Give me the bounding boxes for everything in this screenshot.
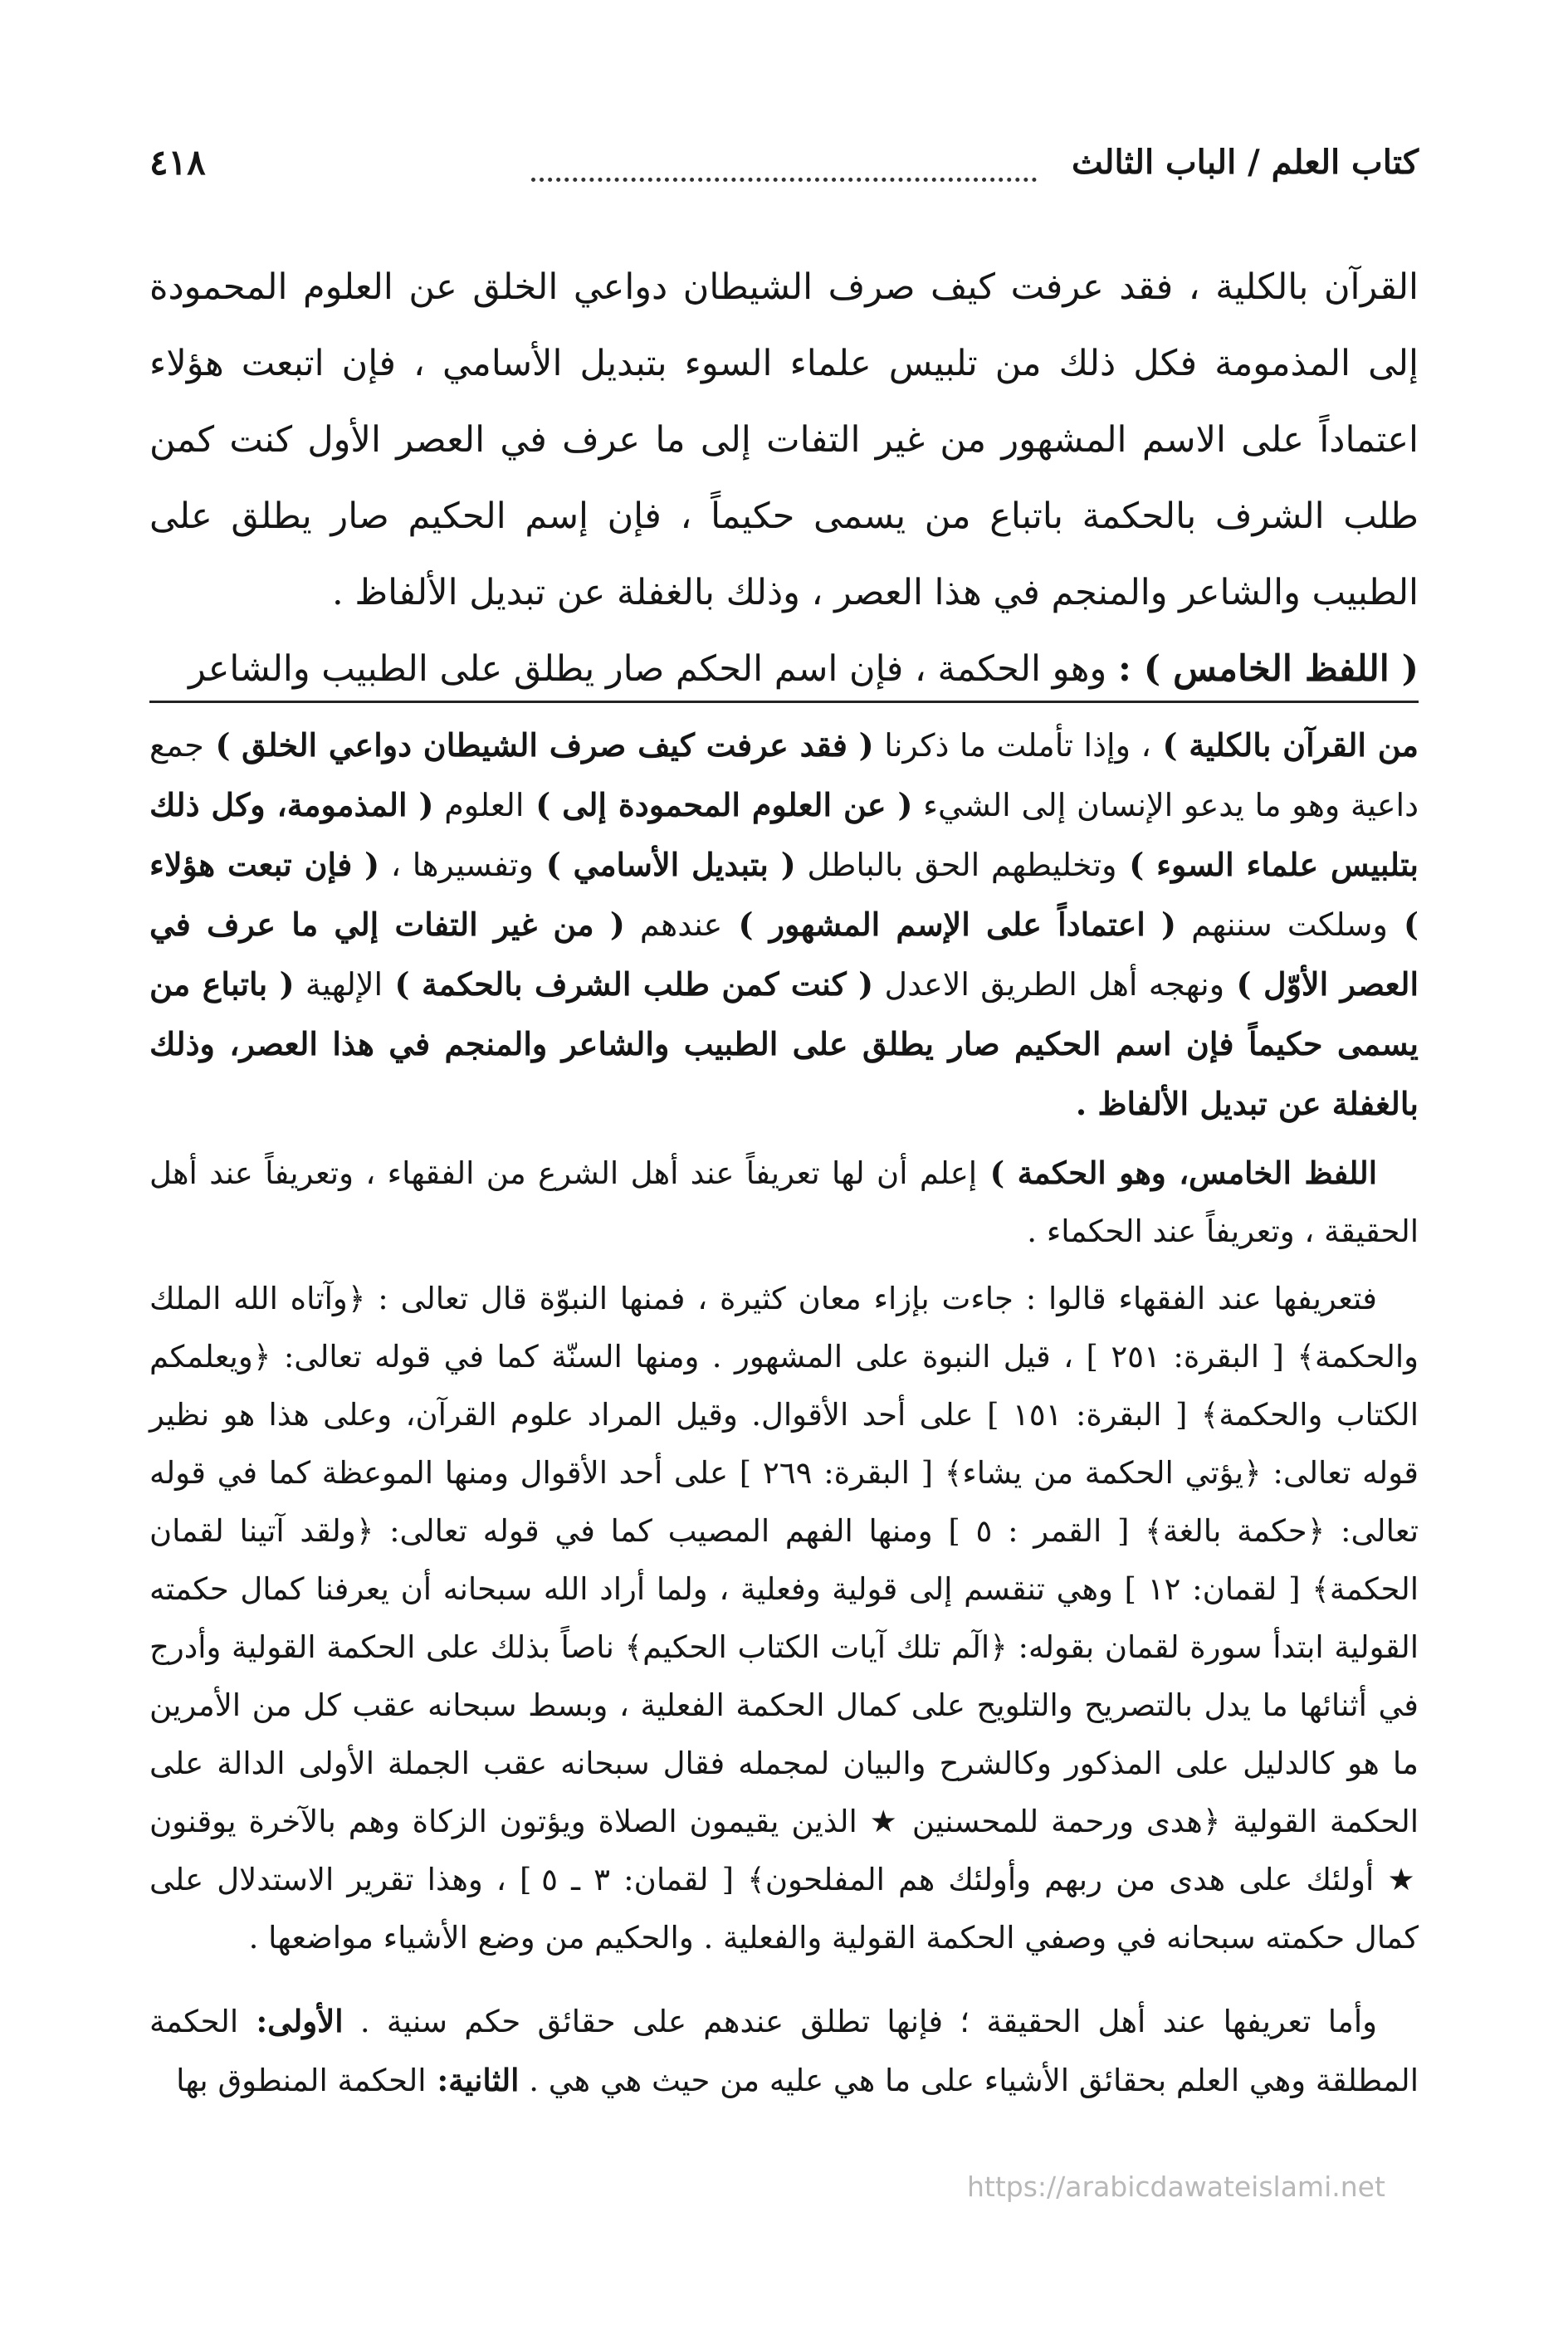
commentary-run: جمع داعية وهو ما يدعو الإنسان إلى الشيء (149, 727, 1419, 823)
commentary-run: العلوم (433, 787, 525, 823)
commentary-run: وسلكت سننهم (1176, 906, 1388, 943)
commentary-run: ونهجه أهل الطريق الاعدل (873, 966, 1225, 1003)
commentary-quoted-run: الأولى: (238, 2003, 344, 2039)
commentary-quoted-run: ( المذمومة، وكل ذلك بتلبيس علماء السوء ) (149, 786, 1419, 883)
commentary-quoted-run: ( اعتماداً على الإسم المشهور ) (722, 906, 1177, 943)
main-paragraph-1: القرآن بالكلية ، فقد عرفت كيف صرف الشيطان دواعي الخلق عن العلوم المحمودة إلى المذمومة فكل ذلك من تلبيس علماء السوء بتبديل الأسامي ، فإن اتبعت هؤلاء اعتماداً على الاسم المشهور من غير التفات إلى ما عرف في العصر الأول كنت كمن طلب الشرف بالحكمة باتباع من يسمى حكيماً ، فإن إسم الحكيم صار يطلق على الطبيب والشاعر والمنجم في هذا العصر ، وذلك بالغفلة عن تبديل الألفاظ . (149, 266, 1419, 613)
page-number: ٤١٨ (149, 141, 206, 183)
main-paragraph-2-heading: ( اللفظ الخامس ) : (1117, 648, 1419, 690)
main-paragraph-2-text: وهو الحكمة ، فإن اسم الحكم صار يطلق على الطبيب والشاعر (188, 648, 1107, 690)
commentary-quoted-run: ( باتباع من يسمى حكيماً فإن اسم الحكيم صار يطلق على الطبيب والشاعر والمنجم في هذا العصر، وذلك بالغفلة عن تبديل الألفاظ . (149, 965, 1419, 1122)
commentary-run: الإلهية (294, 966, 383, 1003)
commentary-block-3 (149, 1270, 1419, 1967)
header-dotted-leader (531, 178, 1037, 182)
commentary-block-1 (149, 715, 1419, 1134)
commentary-run: إعلم أن لها تعريفاً عند أهل الشرع من الفقهاء ، وتعريفاً عند أهل الحقيقة ، وتعريفاً عند الحكماء . (149, 1155, 1419, 1249)
commentary-quoted-run: ( عن العلوم المحمودة إلى ) (524, 786, 913, 823)
commentary-paragraph-1 (149, 715, 1419, 1134)
commentary-paragraph-3: فتعريفها عند الفقهاء قالوا : جاءت بإزاء معان كثيرة ، فمنها النبوّة قال تعالى : ﴿وآتاه الله الملك والحكمة﴾ [ البقرة: ٢٥١ ] ، قيل النبوة على المشهور . ومنها السنّة كما في قوله تعالى: ﴿ويعلمكم الكتاب والحكمة﴾ [ البقرة: ١٥١ ] على أحد الأقوال. وقيل المراد علوم القرآن، وعلى هذا هو نظير قوله تعالى: ﴿يؤتي الحكمة من يشاء﴾ [ البقرة: ٢٦٩ ] على أحد الأقوال ومنها الموعظة كما في قوله تعالى: ﴿حكمة بالغة﴾ [ القمر : ٥ ] ومنها الفهم المصيب كما في قوله تعالى: ﴿ولقد آتينا لقمان الحكمة﴾ [ لقمان: ١٢ ] وهي تنقسم إلى قولية وفعلية ، ولما أراد الله سبحانه أن يعرفنا كمال حكمته القولية ابتدأ سورة لقمان بقوله: ﴿الٓم تلك آيات الكتاب الحكيم﴾ ناصاً بذلك على الحكمة القولية وأدرج في أثنائها ما يدل بالتصريح والتلويح على كمال الحكمة الفعلية ، وبسط سبحانه عقب كل من الأمرين ما هو كالدليل على المذكور وكالشرح والبيان لمجمله فقال سبحانه عقب الجملة الأولى الدالة على الحكمة القولية ﴿هدى ورحمة للمحسنين ★ الذين يقيمون الصلاة ويؤتون الزكاة وهم بالآخرة يوقنون ★ أولئك على هدى من ربهم وأولئك هم المفلحون﴾ [ لقمان: ٣ ـ ٥ ] ، وهذا تقرير الاستدلال على كمال حكمته سبحانه في وصفي الحكمة القولية والفعلية . والحكيم من وضع الأشياء مواضعها . (149, 1281, 1419, 1956)
commentary-run: وأما تعريفها عند أهل الحقيقة ؛ فإنها تطلق عندهم على حقائق حكم سنية . (343, 2004, 1377, 2039)
commentary-run: وتخليطهم الحق بالباطل (795, 847, 1117, 883)
commentary-quoted-run: من القرآن بالكلية ) (1150, 726, 1419, 764)
commentary-run: الحكمة المطلقة وهي العلم بحقائق الأشياء على ما هي عليه من حيث هي هي . (149, 2004, 1419, 2098)
commentary-run: الحكمة المنطوق بها (176, 2063, 427, 2098)
commentary-quoted-run: ( بتبديل الأسامي ) (533, 846, 796, 883)
commentary-block-2 (149, 1144, 1419, 1261)
running-head: كتاب العلم / الباب الثالث (1072, 142, 1419, 182)
main-text (149, 249, 1419, 707)
text-commentary-divider (149, 701, 1419, 703)
page-header (149, 133, 1419, 191)
commentary-quoted-run: اللفظ الخامس، وهو الحكمة ) (977, 1155, 1377, 1191)
main-paragraph-2 (149, 631, 1419, 707)
commentary-run: عندهم (624, 906, 723, 943)
commentary-quoted-run: ( فإن تبعت هؤلاء ) (149, 846, 1419, 943)
commentary-run: ، وإذا تأملت ما ذكرنا (873, 727, 1151, 764)
commentary-paragraph-4 (149, 1992, 1419, 2110)
commentary-block-4 (149, 1992, 1419, 2110)
watermark-url: https://arabicdawateislami.net (967, 2171, 1385, 2203)
commentary-quoted-run: ( فقد عرفت كيف صرف الشيطان دواعي الخلق ) (203, 726, 874, 764)
commentary-quoted-run: ( من غير التفات إلي ما عرف في العصر الأوّل ) (149, 906, 1419, 1003)
commentary-quoted-run: الثانية: (426, 2062, 520, 2098)
commentary-run: وتفسيرها ، (379, 847, 534, 883)
commentary-quoted-run: ( كنت كمن طلب الشرف بالحكمة ) (383, 965, 874, 1003)
commentary-paragraph-2 (149, 1144, 1419, 1261)
